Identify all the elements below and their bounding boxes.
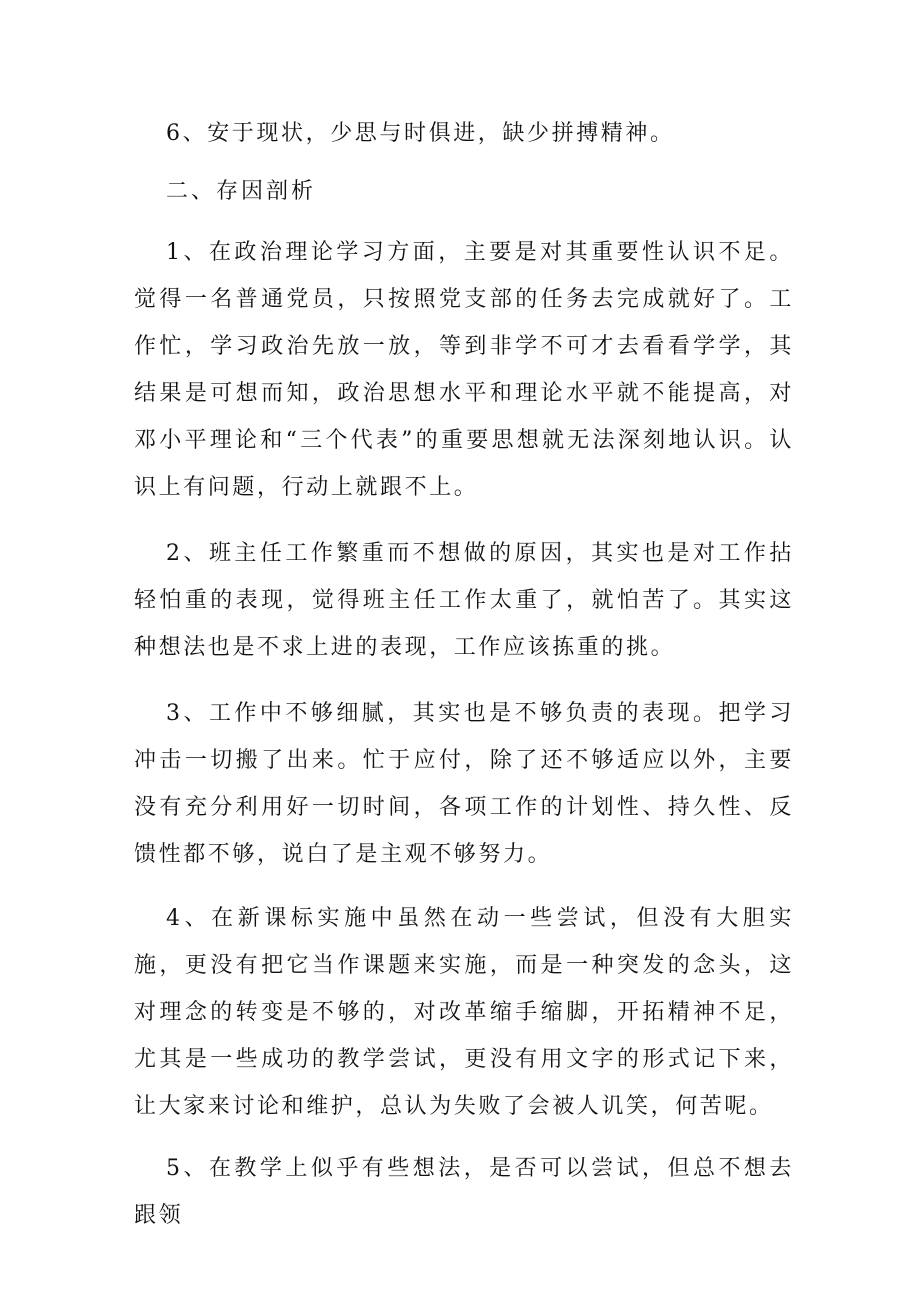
paragraph-cause-1: 1、在政治理论学习方面，主要是对其重要性认识不足。觉得一名普通党员，只按照党支部的任务去完成就好了。工作忙，学习政治先放一放，等到非学不可才去看看学学，其结果是可想而知，政治思想水平和理论水平就不能提高，对邓小平理论和“三个代表”的重要思想就无法深刻地认识。认识上有问题，行动上就跟不上。 [134, 240, 794, 500]
paragraph-item-6: 6、安于现状，少思与时俱进，缺少拼搏精神。 [166, 121, 675, 146]
section-heading-cause-analysis: 二、存因剖析 [166, 179, 317, 204]
paragraph-cause-4: 4、在新课标实施中虽然在动一些尝试，但没有大胆实施，更没有把它当作课题来实施，而是一种突发的念头，这对理念的转变是不够的，对改革缩手缩脚，开拓精神不足，尤其是一些成功的教学尝试，更没有用文字的形式记下来，让大家来讨论和维护，总认为失败了会被人讥笑，何苦呢。 [134, 906, 794, 1119]
paragraph-cause-2: 2、班主任工作繁重而不想做的原因，其实也是对工作拈轻怕重的表现，觉得班主任工作太重了，就怕苦了。其实这种想法也是不求上进的表现，工作应该拣重的挑。 [134, 541, 794, 660]
paragraph-cause-5: 5、在教学上似乎有些想法，是否可以尝试，但总不想去跟领 [134, 1156, 794, 1228]
paragraph-cause-3: 3、工作中不够细腻，其实也是不够负责的表现。把学习冲击一切搬了出来。忙于应付，除了还不够适应以外，主要没有充分利用好一切时间，各项工作的计划性、持久性、反馈性都不够，说白了是主观不够努力。 [134, 701, 794, 867]
